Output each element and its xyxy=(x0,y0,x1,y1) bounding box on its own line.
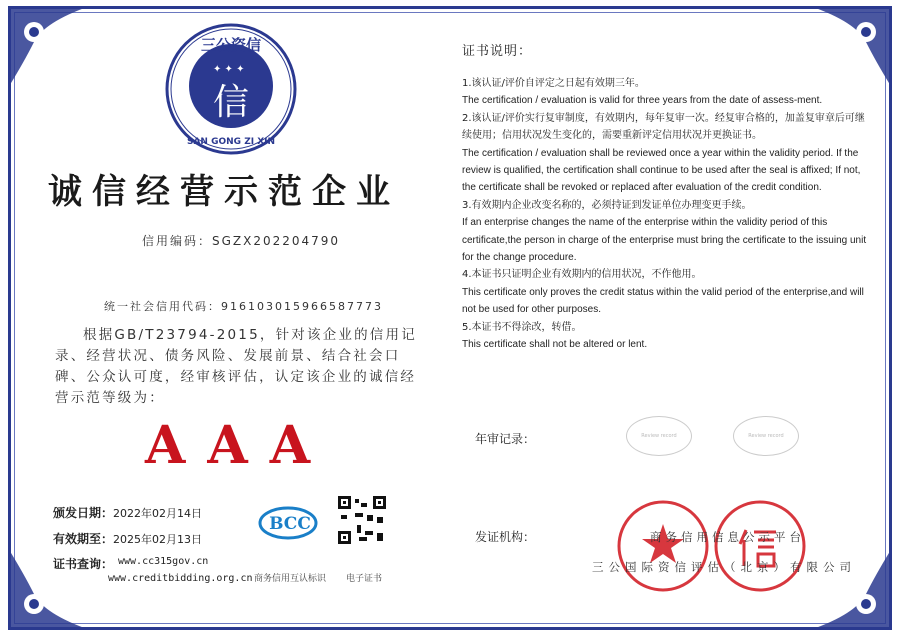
svg-text:三公资信: 三公资信 xyxy=(200,36,262,54)
note-en: This certificate shall not be altered or lent. xyxy=(462,339,648,351)
certification-paragraph: 根据GB/T23794-2015，针对该企业的信用记录、经营状况、债务风险、发展前景、结合社会口碑、公众认可度，经审核评估，认定该企业的诚信经营示范等级为： xyxy=(55,327,417,406)
sangong-logo xyxy=(163,22,299,156)
credit-code: 信用编码：SGZX202204790 xyxy=(142,234,341,248)
note-zh: 5.本证书不得涂改，转借。 xyxy=(462,321,582,333)
issue-date: 2022年02月14日 xyxy=(113,507,203,520)
qr-caption: 电子证书 xyxy=(346,574,383,584)
issuer-platform: 商务信用信息公示平台 xyxy=(650,530,805,544)
svg-text:SAN GONG ZI XIN: SAN GONG ZI XIN xyxy=(186,137,276,147)
query-url[interactable]: www.cc315gov.cn xyxy=(118,556,209,567)
bcc-caption: 商务信用互认标识 xyxy=(254,574,327,584)
note-en: If an enterprise changes the name of the enterprise within the validity period of this certificate,the person in charge of the enterprise must bring the certificate to the issuing unit for the change procedure. xyxy=(462,217,867,264)
query-url[interactable]: www.creditbidding.org.cn xyxy=(108,573,253,584)
note-zh: 4.本证书只证明企业有效期内的信用状况，不作他用。 xyxy=(462,269,702,281)
query-label: 证书查询： xyxy=(53,557,114,571)
issuer-label: 发证机构： xyxy=(475,530,536,544)
note-zh: 1.该认证/评价自评定之日起有效期三年。 xyxy=(462,78,645,89)
svg-text:信: 信 xyxy=(212,82,250,123)
review-stamp: Review record xyxy=(626,416,692,456)
svg-text:✦ ✦ ✦: ✦ ✦ ✦ xyxy=(213,64,245,75)
note-en: The certification / evaluation shall be reviewed once a year within the validity period. If the review is qualified, the certification shall continue to be used after the seal is affixed; If not, the certificate shall be revoked or replaced after evaluation of the credit condition. xyxy=(462,147,861,194)
unified-social-credit-code: 统一社会信用代码：916103015966587773 xyxy=(104,300,383,313)
valid-until: 2025年02月13日 xyxy=(113,533,203,546)
certificate-notes xyxy=(462,40,872,354)
certificate-title: 诚信经营示范企业 xyxy=(48,172,400,212)
issuer-company: 三公国际资信评估（北京）有限公司 xyxy=(592,560,856,574)
note-zh: 3.有效期内企业改变名称的，必须持证到发证单位办理变更手续。 xyxy=(462,199,752,211)
qr-code[interactable] xyxy=(337,495,387,545)
company-seal xyxy=(617,500,709,592)
credit-grade: AAA xyxy=(145,415,333,476)
bcc-logo xyxy=(258,500,322,542)
corner-ornament-icon xyxy=(806,544,896,634)
issue-date-label: 颁发日期： xyxy=(53,506,114,520)
note-en: This certificate only proves the credit status within the valid period of the enterprise,and will not be used for other purposes. xyxy=(462,286,864,316)
corner-ornament-icon xyxy=(4,2,94,92)
notes-heading: 证书说明： xyxy=(462,44,533,59)
review-stamp: Review record xyxy=(733,416,799,456)
svg-text:BCC: BCC xyxy=(269,514,311,534)
valid-until-label: 有效期至： xyxy=(53,532,114,546)
platform-seal xyxy=(714,500,806,592)
note-zh: 2.该认证/评价实行复审制度，有效期内，每年复审一次。经复审合格的，加盖复审章后可继续使用；信用状况发生变化的，需要重新评定信用状况并更换证书。 xyxy=(462,112,865,142)
review-record-label: 年审记录： xyxy=(475,432,536,446)
note-en: The certification / evaluation is valid for three years from the date of assess-ment. xyxy=(462,95,823,107)
